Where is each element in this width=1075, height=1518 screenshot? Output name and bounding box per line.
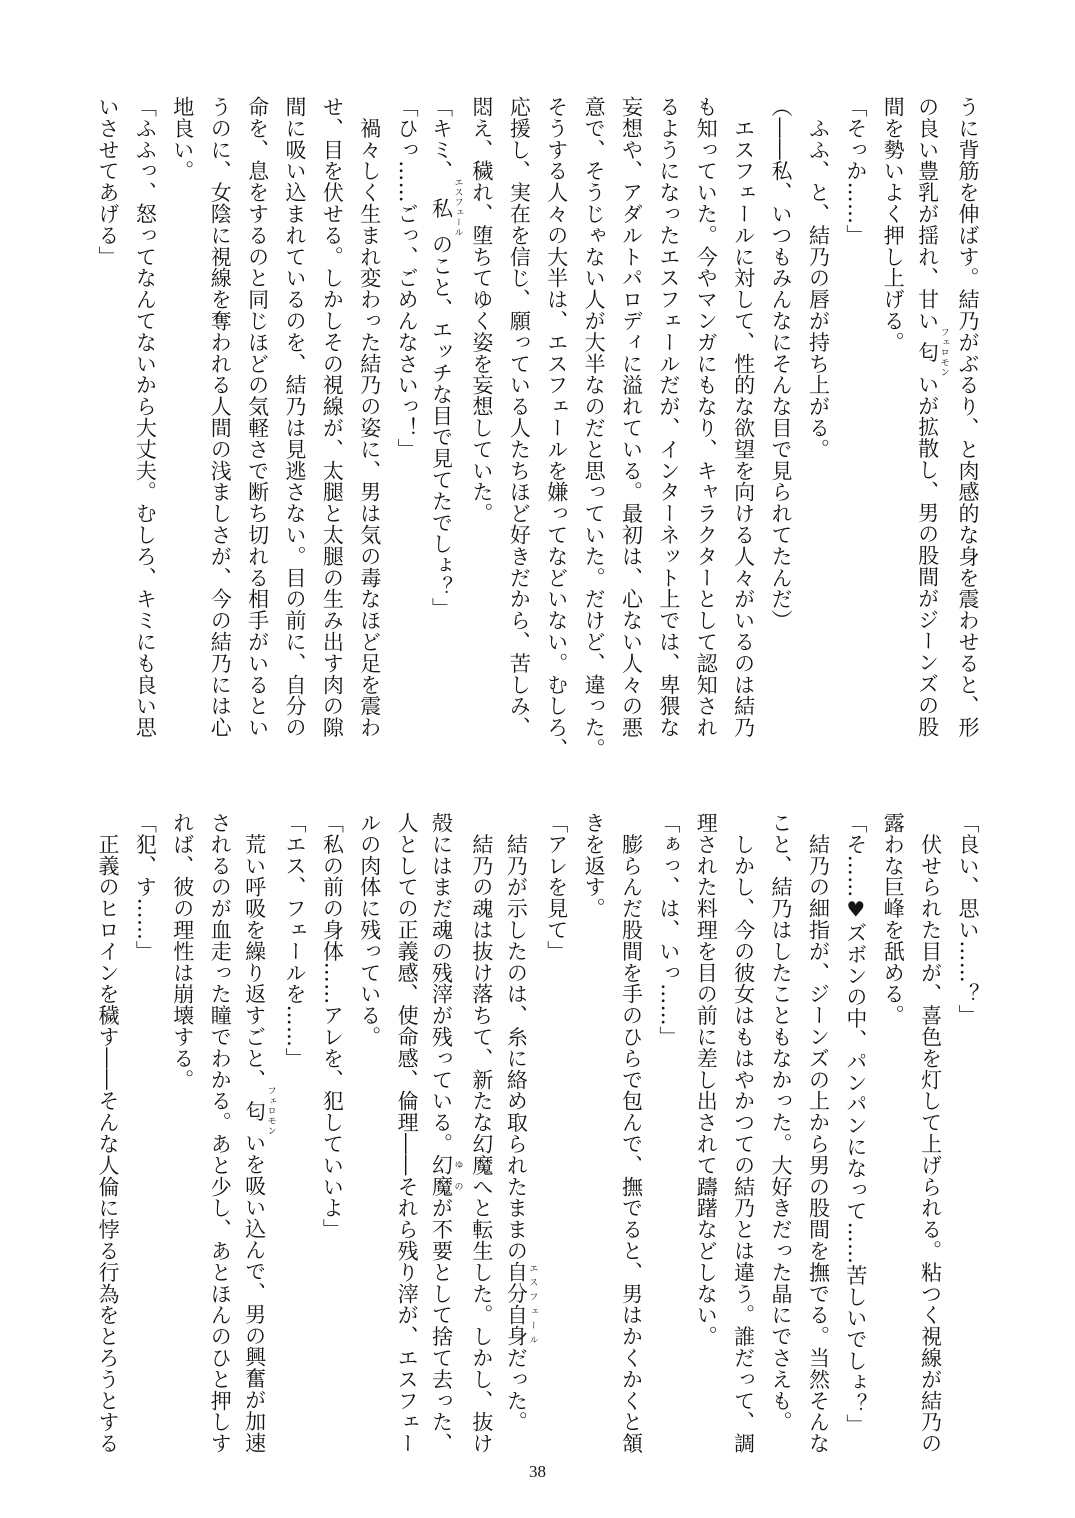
ruby-reading: フェロモン: [265, 1086, 276, 1137]
ruby-reading: エスフェール: [527, 1261, 538, 1347]
text-column: （――私、いつもみんなにそんな目で見られてたんだ）: [769, 96, 794, 631]
ruby-base: 幻魔: [429, 1154, 454, 1198]
text-segment: いを吸い込んで、男の興奮が加速: [242, 1132, 267, 1454]
text-column: そうする人々の大半は、エスフェールを嫌ってなどいない。むしろ、: [544, 96, 569, 760]
text-column: 「そ……♥ズボンの中、パンパンになって……苦しいでしょ？」: [843, 812, 868, 1436]
ruby-base: 私: [429, 177, 454, 238]
ruby-annotated-word: [429, 1154, 463, 1198]
text-column: 「私の前の身体……アレを、犯していいよ」: [320, 812, 345, 1240]
ruby-base: 匂: [915, 327, 940, 378]
text-column: されるのが血走った瞳でわかる。あと少し、あとほんのひと押しす: [208, 812, 233, 1454]
ruby-base: 匂: [242, 1086, 267, 1137]
ruby-base: 自分自身: [504, 1261, 529, 1348]
text-column: 悶え、穢れ、堕ちてゆく姿を妄想していた。: [469, 96, 494, 524]
text-column: [425, 812, 462, 1462]
text-column: 「アレを見て」: [544, 812, 569, 962]
text-column: ふふ、と、結乃の唇が持ち上がる。: [806, 96, 831, 460]
text-column: せ、目を伏せる。しかしその視線が、太腿と太腿の生み出す肉の隙: [320, 96, 345, 738]
text-column: 応援し、実在を信じ、願っている人たちほど好きだから、苦しみ、: [507, 96, 532, 738]
text-column: 結乃の細指が、ジーンズの上から男の股間を撫でる。当然そんな: [806, 812, 831, 1454]
text-column: [238, 812, 275, 1462]
ruby-annotated-word: [242, 1086, 276, 1137]
text-block-lower: [88, 812, 986, 1462]
text-column: うに背筋を伸ばす。結乃がぶるり、と肉感的な身を震わせると、形: [956, 96, 980, 738]
ruby-reading: ゆの: [452, 1154, 463, 1198]
text-column: 結乃の魂は抜け落ちて、新たな幻魔へと転生した。しかし、抜け: [469, 812, 494, 1454]
ruby-annotated-word: [429, 177, 463, 238]
text-column: 「ふふっ、怒ってなんてないから大丈夫。むしろ、キミにも良い思: [133, 96, 158, 738]
text-column: 「そっか……」: [843, 96, 868, 246]
text-column: いさせてあげる」: [96, 96, 121, 268]
text-column: 「ひっ……ごっ、ごめんなさいっ！」: [395, 96, 420, 460]
text-column: 「ぁっ、は、いっ……」: [656, 812, 681, 1048]
text-segment: 荒い呼吸を繰り返すごと、: [242, 812, 267, 1091]
text-column: うのに、女陰に視線を奪われる人間の浅ましさが、今の結乃には心: [208, 96, 233, 738]
text-column: 禍々しく生まれ変わった結乃の姿に、男は気の毒なほど足を震わ: [357, 96, 382, 738]
text-column: 妄想や、アダルトパロディに溢れている。最初は、心ない人々の悪: [619, 96, 644, 738]
text-column: 伏せられた目が、喜色を灯して上げられる。粘つく視線が結乃の: [918, 812, 943, 1454]
text-block-upper: [88, 96, 986, 760]
text-column: れば、彼の理性は崩壊する。: [170, 812, 195, 1091]
text-column: るようになったエスフェールだが、インターネット上では、卑猥な: [656, 96, 681, 738]
text-column: [500, 812, 537, 1462]
text-segment: 「キミ、: [429, 96, 454, 182]
text-segment: の良い豊乳が揺れ、甘い: [915, 96, 940, 332]
ruby-annotated-word: [915, 327, 949, 378]
text-segment: 殻にはまだ魂の残滓が残っている。: [429, 812, 454, 1155]
text-column: 「犯、す……」: [133, 812, 158, 962]
text-column: 理された料理を目の前に差し出されて躊躇などしない。: [694, 812, 719, 1347]
text-segment: が不要として捨て去った、: [429, 1197, 454, 1455]
ruby-reading: フェロモン: [938, 327, 949, 378]
text-column: 命を、息をするのと同じほどの気軽さで断ち切れる相手がいるとい: [245, 96, 270, 738]
text-column: 「エス、フェールを……」: [282, 812, 307, 1069]
ruby-annotated-word: [504, 1261, 538, 1348]
text-column: 正義のヒロインを穢す――そんな人倫に悖る行為をとろうとする: [96, 812, 121, 1454]
text-column: 膨らんだ股間を手のひらで包んで、撫でると、男はかくかくと頷: [619, 812, 644, 1454]
text-column: [911, 96, 948, 746]
text-segment: のこと、エッチな目で見てたでしょ？」: [429, 233, 454, 619]
text-column: 地良い。: [170, 96, 195, 182]
text-column: こと、結乃はしたこともなかった。大好きだった晶にでさえも。: [769, 812, 794, 1433]
text-column: エスフェールに対して、性的な欲望を向ける人々がいるのは結乃: [731, 96, 756, 738]
text-column: 間を勢いよく押し上げる。: [881, 96, 906, 353]
ruby-reading: エスフェール: [452, 177, 463, 238]
text-segment: だった。: [504, 1347, 529, 1433]
text-segment: いが拡散し、男の股間がジーンズの股: [915, 373, 940, 738]
text-column: 露わな巨峰を舐める。: [881, 812, 906, 1026]
text-column: も知っていた。今やマンガにもなり、キャラクターとして認知され: [694, 96, 719, 738]
text-column: 意で、そうじゃない人が大半なのだと思っていた。だけど、違った。: [582, 96, 607, 760]
text-column: 「良い、思い……？」: [956, 812, 980, 1026]
text-column: しかし、今の彼女はもはやかつての結乃とは違う。誰だって、調: [731, 812, 756, 1454]
page-number: 38: [529, 1462, 546, 1481]
text-column: 間に吸い込まれているのを、結乃は見逃さない。目の前に、自分の: [282, 96, 307, 738]
text-column: ルの肉体に残っている。: [357, 812, 382, 1048]
text-column: 人としての正義感、使命感、倫理――それら残り滓が、エスフェー: [395, 812, 420, 1454]
text-column: きを返す。: [582, 812, 607, 919]
text-column: [425, 96, 462, 746]
text-segment: 結乃が示したのは、糸に絡め取られたままの: [504, 812, 529, 1262]
